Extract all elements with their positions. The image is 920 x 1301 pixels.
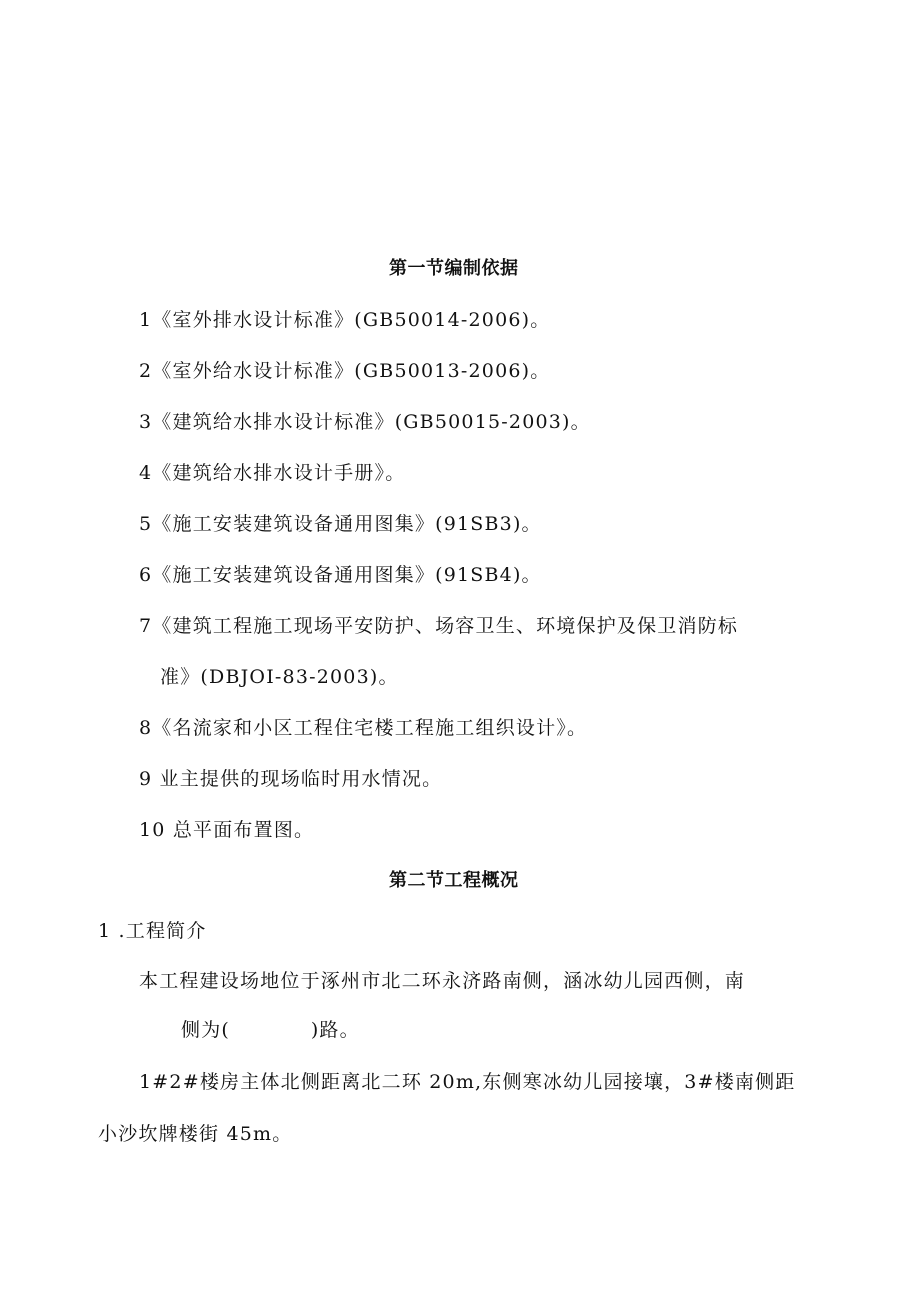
reference-item-2: 2《室外给水设计标准》(GB50013-2006)。 xyxy=(139,360,551,382)
reference-item-8: 8《名流家和小区工程住宅楼工程施工组织设计》。 xyxy=(139,717,588,739)
section1-heading: 第一节编制依据 xyxy=(389,258,519,279)
reference-item-10: 10 总平面布置图。 xyxy=(139,819,315,841)
section2-subheading: 1 .工程简介 xyxy=(98,920,207,942)
overview-paragraph-line-3: 1#2#楼房主体北侧距离北二环 20m,东侧寒冰幼儿园接壤，3#楼南侧距 xyxy=(139,1071,796,1093)
reference-item-4: 4《建筑给水排水设计手册》。 xyxy=(139,462,406,484)
reference-item-7-continued: 准》(DBJOI-83-2003)。 xyxy=(160,666,399,688)
reference-item-9: 9 业主提供的现场临时用水情况。 xyxy=(139,768,443,790)
overview-paragraph-line-4: 小沙坎牌楼街 45m。 xyxy=(98,1123,293,1145)
reference-item-5: 5《施工安装建筑设备通用图集》(91SB3)。 xyxy=(139,513,542,535)
reference-item-6: 6《施工安装建筑设备通用图集》(91SB4)。 xyxy=(139,564,542,586)
overview-paragraph-line-1: 本工程建设场地位于涿州市北二环永济路南侧，涵冰幼儿园西侧，南 xyxy=(139,970,746,992)
reference-item-7: 7《建筑工程施工现场平安防护、场容卫生、环境保护及保卫消防标 xyxy=(139,615,739,637)
section2-heading: 第二节工程概况 xyxy=(389,870,519,891)
reference-item-1: 1《室外排水设计标准》(GB50014-2006)。 xyxy=(139,309,551,331)
reference-item-3: 3《建筑给水排水设计标准》(GB50015-2003)。 xyxy=(139,411,591,433)
overview-paragraph-line-2: 侧为( )路。 xyxy=(181,1019,360,1041)
